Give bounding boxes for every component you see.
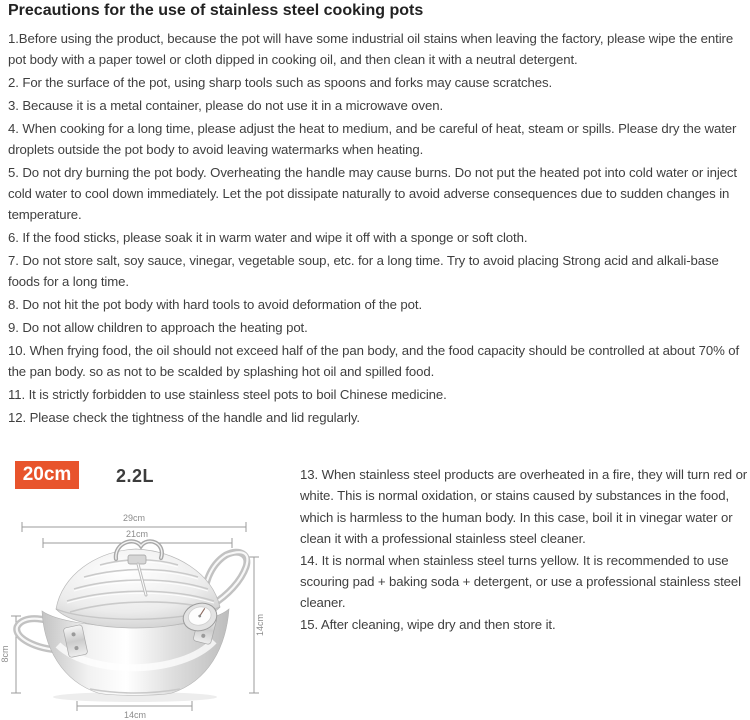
note-item-15: 15. After cleaning, wipe dry and then store it. xyxy=(300,616,556,632)
precaution-item-2: 2. For the surface of the pot, using sharp tools such as spoons and forks may cause scratches. xyxy=(8,74,553,90)
precaution-item-8: 8. Do not hit the pot body with hard tools to avoid deformation of the pot. xyxy=(8,296,423,312)
capacity-label: 2.2L xyxy=(116,466,155,486)
dim-overall-width-label: 29cm xyxy=(122,513,146,523)
notes-list xyxy=(300,464,748,635)
precaution-item-12: 12. Please check the tightness of the handle and lid regularly. xyxy=(8,410,360,426)
pot-illustration xyxy=(0,503,280,720)
size-badge: 20cm xyxy=(15,461,79,489)
precautions-list xyxy=(8,29,748,432)
dim-base-width-label: 14cm xyxy=(123,710,147,720)
precaution-item-4: 4. When cooking for a long time, please adjust the heat to medium, and be careful of heat, steam or spills. Please dry the water droplets outside the pot body to avoid leaving watermarks when heating. xyxy=(8,121,737,158)
dim-lid-width-label: 21cm xyxy=(125,529,149,539)
note-item-14: 14. It is normal when stainless steel turns yellow. It is recommended to use scouring pad + baking soda + detergent, or use a professional stainless steel cleaner. xyxy=(300,552,741,611)
precaution-item-5: 5. Do not dry burning the pot body. Overheating the handle may cause burns. Do not put the heated pot into cold water or inject cold water to cool down immediately. Let the pot dissipate naturally to avoid adverse consequences due to sudden changes in temperature. xyxy=(8,165,737,222)
precaution-item-1: 1.Before using the product, because the pot will have some industrial oil stains when leaving the factory, please wipe the entire pot body with a paper towel or cloth dipped in cooking oil, and then clean it with a neutral detergent. xyxy=(8,31,734,67)
dim-total-height-label: 14cm xyxy=(255,613,265,637)
precaution-item-9: 9. Do not allow children to approach the heating pot. xyxy=(8,320,308,336)
note-item-13: 13. When stainless steel products are overheated in a fire, they will turn red or white. This is normal oxidation, or stains caused by substances in the food, which is harmless to the human body. In this case, boil it in vinegar water or clean it with a professional stainless steel cleaner. xyxy=(300,467,748,547)
precaution-item-10: 10. When frying food, the oil should not exceed half of the pan body, and the food capacity should be controlled at about 70% of the pan body. so as not to be scalded by splashing hot oil and spilled food. xyxy=(8,343,740,380)
precaution-item-11: 11. It is strictly forbidden to use stainless steel pots to boil Chinese medicine. xyxy=(8,387,447,403)
precaution-item-6: 6. If the food sticks, please soak it in warm water and wipe it off with a sponge or soft cloth. xyxy=(8,229,528,245)
precaution-item-7: 7. Do not store salt, soy sauce, vinegar, vegetable soup, etc. for a long time. Try to avoid placing Strong acid and alkali-base foods for a long time. xyxy=(8,253,719,289)
precaution-item-3: 3. Because it is a metal container, please do not use it in a microwave oven. xyxy=(8,98,444,114)
page-title: Precautions for the use of stainless steel cooking pots xyxy=(8,2,424,19)
dim-body-height-label: 8cm xyxy=(0,645,10,663)
